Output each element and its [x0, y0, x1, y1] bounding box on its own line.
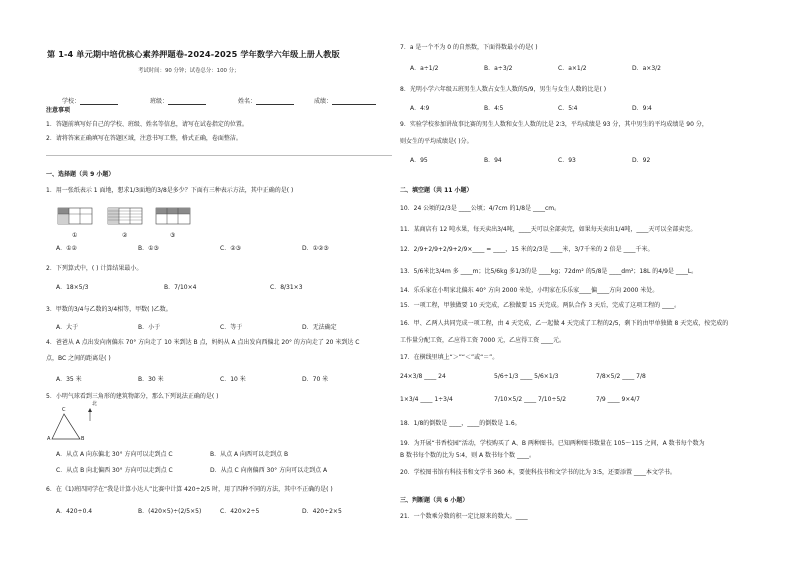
q1-text: 1．用一张纸表示 1 面地，想求1/3面地的3/8是多少？下面有三种表示方法，其中正确的是( ): [46, 187, 294, 194]
field-school[interactable]: 学校：: [62, 98, 118, 105]
q13-text[interactable]: 13．5/6米比3/4m 多 ____m；比5/6kg 多1/3的是 ____kg；72dm² 的5/8是 ____dm²；18L 的4/9是 ____L。: [400, 268, 698, 275]
q17-cell-2[interactable]: 5/6÷1/3 ____ 5/6×1/3: [494, 373, 559, 380]
q4-option-c[interactable]: C．10 米: [220, 376, 246, 383]
q2-option-a[interactable]: A．18×5/3: [56, 284, 89, 291]
q19-text-line2[interactable]: B 数书每个数的比为 5∶4，则 A 数书每个数 ____。: [400, 452, 535, 459]
field-name[interactable]: 姓名：: [238, 98, 294, 105]
q7-text: 7．a 是一个不为 0 的自然数，下面得数最小的是( ): [400, 44, 538, 51]
q7-option-d[interactable]: D．a×3/2: [632, 65, 661, 72]
q4-text-line1: 4．爸爸从 A 点出发向南偏东 70° 方向走了 10 米到达 B 点，妈妈从 A 点出发向西偏北 20° 的方向走了 20 米到达 C: [46, 339, 360, 346]
q17-cell-1[interactable]: 24×3/8 ____ 24: [400, 373, 446, 380]
q3-option-b[interactable]: B．小于: [138, 324, 161, 331]
q17-cell-6[interactable]: 7/9 ____ 9×4/7: [596, 396, 640, 403]
q1-option-d[interactable]: D．①②③: [302, 245, 329, 252]
q20-text[interactable]: 20．学校图书馆有科技书和文学书 360 本，要使科技书和文学书的比为 3∶5，还要添置 ____本文学书。: [400, 469, 676, 476]
q6-option-d[interactable]: D．420÷2×5: [302, 508, 342, 515]
q7-option-b[interactable]: B．a÷3/2: [484, 65, 513, 72]
q4-option-d[interactable]: D．70 米: [302, 376, 329, 383]
q5-triangle-figure: [46, 405, 98, 445]
q9-option-a[interactable]: A．95: [410, 157, 428, 164]
q5-point-a: A: [47, 436, 51, 442]
q7-option-a[interactable]: A．a÷1/2: [410, 65, 439, 72]
field-score[interactable]: 成绩：: [314, 98, 376, 105]
q8-option-d[interactable]: D．9∶4: [632, 105, 652, 112]
q15-text[interactable]: 15．一项工程，甲独做要 10 天完成，乙独做要 15 天完成。两队合作 3 天后，完成了这项工程的 ____。: [400, 302, 681, 309]
q21-text[interactable]: 21．一个数乘分数的积一定比原来的数大。____: [400, 513, 528, 520]
q8-option-c[interactable]: C．5∶4: [558, 105, 578, 112]
q5-option-a[interactable]: A．从点 A 向东偏北 30° 方向可以走到点 C: [56, 451, 173, 458]
q3-option-c[interactable]: C．等于: [220, 324, 243, 331]
section-fill: 二、填空题（共 11 小题）: [400, 187, 473, 194]
q6-option-c[interactable]: C．420×2÷5: [220, 508, 260, 515]
q17-text: 17．在横线里填上“＞”“＜”或“＝”。: [400, 354, 499, 361]
q3-option-a[interactable]: A．大于: [56, 324, 79, 331]
divider: [46, 155, 392, 156]
q11-text[interactable]: 11．某商店有 12 吨水果，每天卖出3/4吨，____天可以全部卖完，如果每天卖出1/4吨，____天可以全部卖完。: [400, 226, 697, 233]
q2-text: 2．下列算式中，( ) 计算结果最小。: [46, 265, 143, 272]
q9-option-c[interactable]: C．93: [558, 157, 576, 164]
note-1: 1．答题前填写好自己的学校、班级、姓名等信息，请写在试卷指定的位置。: [46, 121, 248, 128]
right-column: [400, 0, 760, 562]
q2-option-c[interactable]: C．8/31×3: [270, 284, 303, 291]
q7-option-c[interactable]: C．a×1/2: [558, 65, 587, 72]
q9-option-d[interactable]: D．92: [632, 157, 651, 164]
q1-option-a[interactable]: A．①②: [56, 245, 77, 252]
q3-option-d[interactable]: D．无法确定: [302, 324, 337, 331]
q8-text: 8．光明小学六年级五班男生人数占女生人数的5/9，男生与女生人数的比是( ): [400, 86, 607, 93]
q8-option-a[interactable]: A．4∶9: [410, 105, 430, 112]
q6-text: 6．在《1)班四同学在“我是计算小达人”比赛中计算 420÷2/5 时，用了四种不同的方法，其中不正确的是( ): [46, 486, 333, 493]
q16-text-line1: 16．甲、乙两人共同完成一项工程，由 4 天完成，乙一起做 4 天完成了工程的2/5，剩下的由甲单独做 8 天完成，按完成的: [400, 320, 729, 327]
q9-option-b[interactable]: B．94: [484, 157, 502, 164]
q17-cell-3[interactable]: 7/8×5/2 ____ 7/8: [596, 373, 646, 380]
q1-figure-2: [108, 208, 142, 224]
q1-figure-3: [156, 208, 190, 224]
q1-fig-label-3: ③: [170, 232, 176, 239]
section-judge: 三、判断题（共 6 小题）: [400, 497, 469, 504]
q16-text-line2[interactable]: 工作量分配工资，乙应得工资 7000 元，乙应得工资 ____元。: [400, 337, 565, 344]
note-2: 2．请将答案正确填写在答题区域，注意书写工整，格式正确，卷面整洁。: [46, 135, 242, 142]
q1-fig-label-1: ①: [72, 232, 78, 239]
q5-north-label: 北: [92, 401, 98, 407]
q10-text[interactable]: 10．24 公顷的2/3是 ____公顷；4/7cm 的1/8是 ____cm。: [400, 205, 561, 212]
q19-text-line1: 19．为开展“书香校园”活动，学校购买了 A、B 两种图书。已知两种图书数量在 105～115 之间，A 数书每个数为: [400, 440, 705, 447]
q6-option-b[interactable]: B．(420×5)÷(2/5×5): [138, 508, 202, 515]
q6-option-a[interactable]: A．420÷0.4: [56, 508, 93, 515]
q14-text[interactable]: 14．乐乐家在小明家北偏东 40° 方向 2000 米处，小明家在乐乐家____偏____方向 2000 米处。: [400, 287, 659, 294]
q18-text[interactable]: 18．1/8的倒数是 ____，____的倒数是 1.6。: [400, 420, 521, 427]
q5-point-b: B: [81, 436, 85, 442]
q4-option-a[interactable]: A．35 米: [56, 376, 82, 383]
exam-info: 考试时间：90 分钟；试卷总分：100 分；: [138, 68, 240, 74]
q4-option-b[interactable]: B．30 米: [138, 376, 164, 383]
exam-title: 第 1-4 单元期中培优核心素养押题卷-2024-2025 学年数学六年级上册人教版: [47, 49, 340, 59]
q8-option-b[interactable]: B．4∶5: [484, 105, 504, 112]
q5-option-c[interactable]: C．从点 B 向北偏西 30° 方向可以走到点 C: [56, 467, 173, 474]
q1-fig-label-2: ②: [122, 232, 128, 239]
q2-option-b[interactable]: B．7/10×4: [164, 284, 197, 291]
q5-point-c: C: [62, 407, 66, 413]
notes-heading: 注意事项: [46, 107, 71, 114]
q4-text-line2: 点，BC 之间的距离是( ): [46, 355, 111, 362]
field-class[interactable]: 班级：: [150, 98, 206, 105]
q3-text: 3．甲数的3/4与乙数的3/4相等，甲数( )乙数。: [46, 306, 172, 313]
q9-text-line2: 则女生的平均成绩是( )分。: [400, 138, 473, 145]
q9-text-line1: 9．实验学校参加讲故事比赛的男生人数和女生人数的比是 2∶3，平均成绩是 93 分，其中男生的平均成绩是 90 分，: [400, 121, 708, 128]
q17-cell-5[interactable]: 7/10×5/2 ____ 7/10÷5/2: [494, 396, 567, 403]
q12-text[interactable]: 12．2/9+2/9+2/9+2/9×____ = ____，15 米的2/3是 ____米，3/7千米的 2 倍是 ____千米。: [400, 246, 654, 253]
left-column: [46, 0, 386, 562]
q1-option-c[interactable]: C．②③: [220, 245, 241, 252]
section-choice: 一、选择题（共 9 小题）: [46, 171, 115, 178]
q5-text: 5．小明气球看到三角形的建筑物部分，那么下列说法正确的是( ): [46, 393, 219, 400]
q1-option-b[interactable]: B．①③: [138, 245, 159, 252]
q5-option-b[interactable]: B．从点 A 向西可以走到点 B: [210, 451, 289, 458]
q5-option-d[interactable]: D．从点 C 向南偏西 30° 方向可以走到点 A: [210, 467, 328, 474]
q17-cell-4[interactable]: 1×3/4 ____ 1÷3/4: [400, 396, 453, 403]
q1-figure-1: [58, 208, 92, 224]
